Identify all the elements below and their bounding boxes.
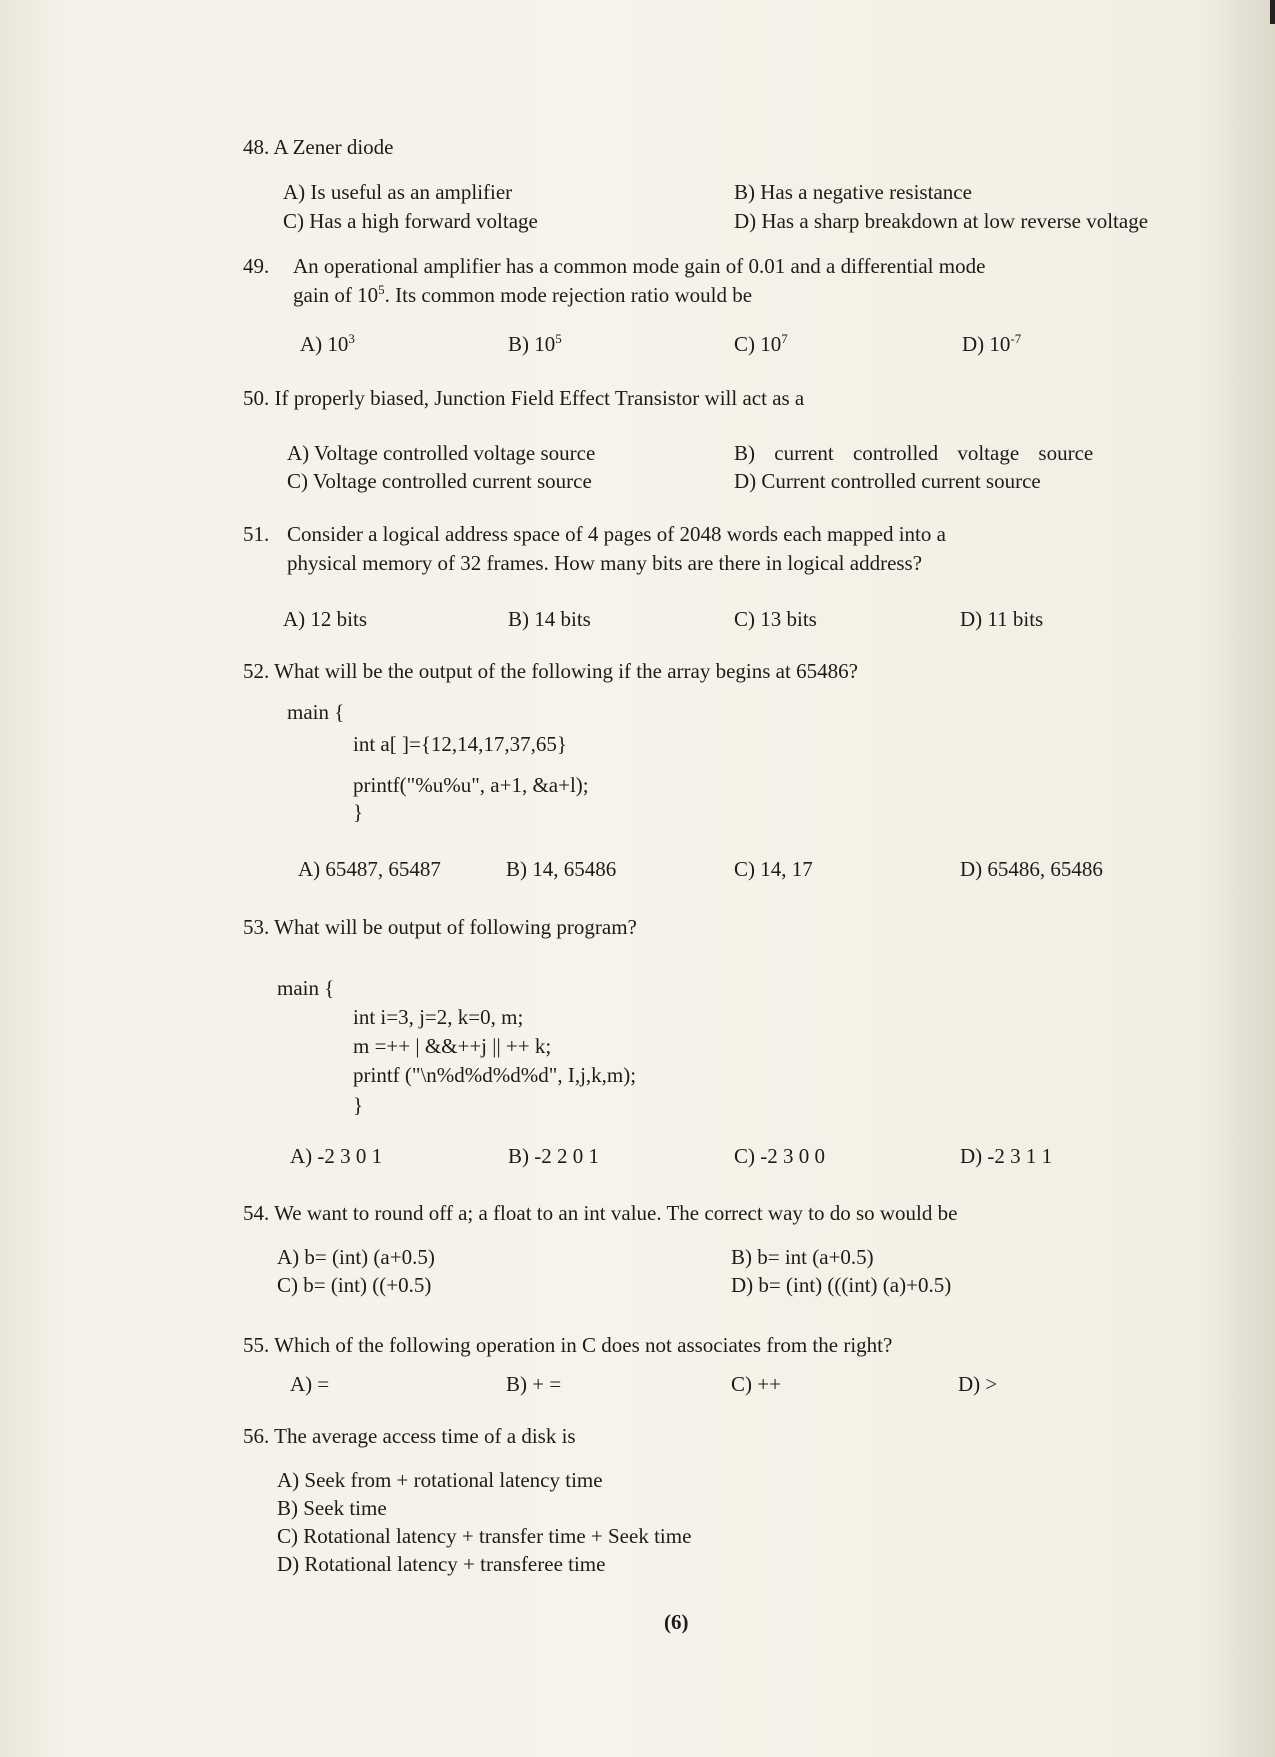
option-text: B) 10: [508, 332, 556, 356]
option-a: A) Is useful as an amplifier: [283, 180, 513, 204]
text-segment: . Its common mode rejection ratio would be: [384, 283, 753, 307]
question-number: 48.: [243, 135, 270, 159]
question-48: [243, 133, 393, 162]
option-d: D) Has a sharp breakdown at low reverse voltage: [734, 209, 1149, 233]
question-text-line: [293, 281, 1163, 310]
option-b: B) current controlled voltage source: [734, 441, 1094, 465]
option-c: C) Voltage controlled current source: [287, 469, 592, 493]
option-c: C) Has a high forward voltage: [283, 209, 538, 233]
option-a: A) 65487, 65487: [298, 857, 441, 881]
option-b: B) Seek time: [277, 1496, 387, 1520]
question-text: The average access time of a disk is: [274, 1424, 576, 1448]
question-text: We want to round off a; a float to an int value. The correct way to do so would be: [274, 1201, 958, 1225]
option-d: D) Current controlled current source: [734, 469, 1041, 493]
text-segment: gain of 10: [293, 283, 379, 307]
code-line: main {: [277, 976, 335, 1000]
question-text-line: An operational amplifier has a common mode gain of 0.01 and a differential mode: [293, 254, 986, 278]
option-b: B) + =: [506, 1372, 562, 1396]
question-number: 52.: [243, 659, 270, 683]
question-49-number: 49.: [243, 254, 270, 278]
code-line: printf("%u%u", a+1, &a+l);: [353, 773, 589, 797]
option-b: [508, 330, 562, 359]
code-line: }: [353, 1093, 364, 1117]
code-line: main {: [287, 700, 345, 724]
option-a: A) 12 bits: [283, 607, 367, 631]
superscript: 7: [781, 331, 788, 346]
question-text: What will be output of following program?: [274, 915, 637, 939]
option-d: D) >: [958, 1372, 998, 1396]
option-text: D) 10: [962, 332, 1011, 356]
question-text-line: physical memory of 32 frames. How many bits are there in logical address?: [287, 551, 923, 575]
option-a: A) =: [290, 1372, 330, 1396]
question-text-line: Consider a logical address space of 4 pages of 2048 words each mapped into a: [287, 522, 946, 546]
option-d: [962, 330, 1021, 359]
question-51-number: 51.: [243, 522, 270, 546]
option-c: C) b= (int) ((+0.5): [277, 1273, 432, 1297]
option-a: [300, 330, 355, 359]
question-number: 54.: [243, 1201, 270, 1225]
option-a: A) b= (int) (a+0.5): [277, 1245, 435, 1269]
superscript: 3: [348, 331, 355, 346]
question-51-text: [287, 520, 1163, 578]
option-c: C) Rotational latency + transfer time + Seek time: [277, 1524, 692, 1548]
code-line: int a[ ]={12,14,17,37,65}: [353, 732, 567, 756]
superscript: 5: [378, 282, 385, 297]
option-b: B) b= int (a+0.5): [731, 1245, 874, 1269]
option-b: B) Has a negative resistance: [734, 180, 972, 204]
option-text: C) 10: [734, 332, 782, 356]
question-53: [243, 913, 637, 942]
question-text: What will be the output of the following if the array begins at 65486?: [274, 659, 858, 683]
option-text: A) 10: [300, 332, 349, 356]
code-line: int i=3, j=2, k=0, m;: [353, 1005, 524, 1029]
question-50: [243, 384, 804, 413]
option-d: D) Rotational latency + transferee time: [277, 1552, 606, 1576]
option-c: [734, 330, 788, 359]
option-d: D) -2 3 1 1: [960, 1144, 1053, 1168]
question-text: Which of the following operation in C does not associates from the right?: [274, 1333, 893, 1357]
option-c: C) 13 bits: [734, 607, 817, 631]
page-number: (6): [664, 1610, 689, 1634]
code-line: m =++ | &&++j || ++ k;: [353, 1034, 552, 1058]
option-d: D) 65486, 65486: [960, 857, 1103, 881]
question-number: 55.: [243, 1333, 270, 1357]
scan-edge-mark: [1270, 0, 1275, 24]
question-49-text: [293, 252, 1163, 310]
code-line: }: [353, 800, 364, 824]
superscript: 5: [555, 331, 562, 346]
option-d: D) b= (int) (((int) (a)+0.5): [731, 1273, 952, 1297]
question-text: A Zener diode: [273, 135, 394, 159]
code-line: printf ("\n%d%d%d%d", I,j,k,m);: [353, 1063, 637, 1087]
option-b: B) 14, 65486: [506, 857, 617, 881]
option-a: A) -2 3 0 1: [290, 1144, 383, 1168]
option-c: C) -2 3 0 0: [734, 1144, 825, 1168]
option-a: A) Voltage controlled voltage source: [287, 441, 596, 465]
superscript: -7: [1010, 331, 1022, 346]
question-55: [243, 1331, 892, 1360]
option-d: D) 11 bits: [960, 607, 1044, 631]
question-54: [243, 1199, 957, 1228]
option-b: B) -2 2 0 1: [508, 1144, 599, 1168]
question-52: [243, 657, 858, 686]
question-text: If properly biased, Junction Field Effect Transistor will act as a: [274, 386, 805, 410]
question-number: 50.: [243, 386, 270, 410]
option-c: C) ++: [731, 1372, 781, 1396]
question-number: 56.: [243, 1424, 270, 1448]
question-number: 53.: [243, 915, 270, 939]
question-56: [243, 1422, 576, 1451]
option-a: A) Seek from + rotational latency time: [277, 1468, 603, 1492]
option-b: B) 14 bits: [508, 607, 591, 631]
option-c: C) 14, 17: [734, 857, 813, 881]
